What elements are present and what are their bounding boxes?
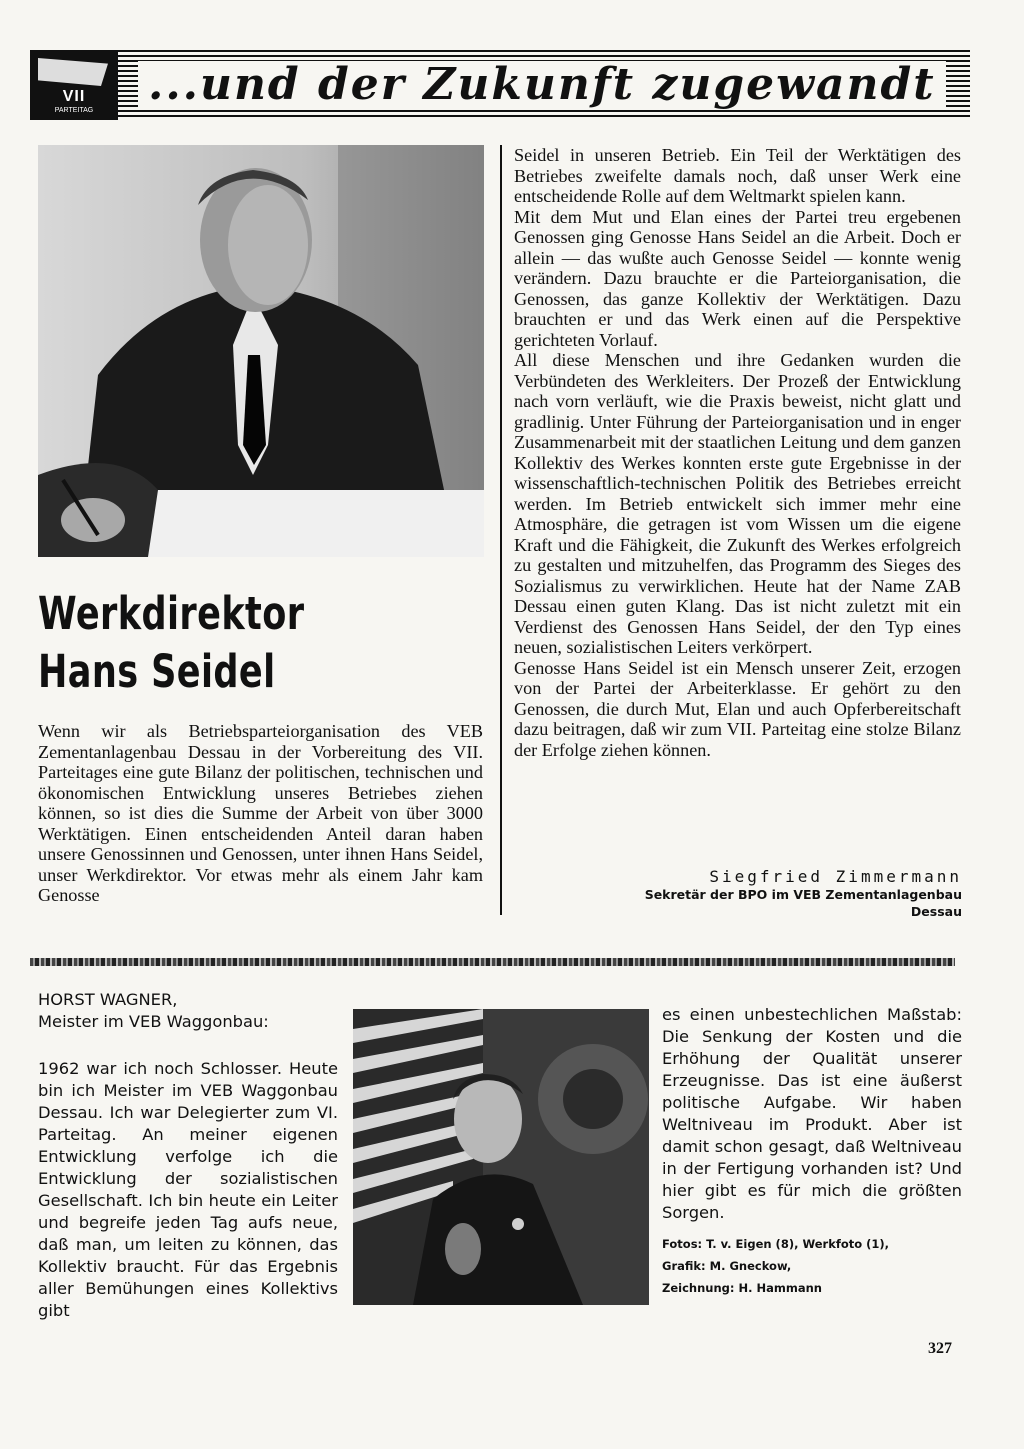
headline-line-2: Hans Seidel xyxy=(38,645,276,698)
article-paragraph: Seidel in unseren Betrieb. Ein Teil der Werktätigen des Betriebes zweifelte damals noch, daß unser Werk eine entscheidende Rolle auf dem Weltmarkt spielen kann. xyxy=(514,145,961,206)
article-paragraph: Mit dem Mut und Elan eines der Partei treu ergebenen Genossen ging Genosse Hans Seidel an die Arbeit. Doch er allein — das wußte auch Genosse Seidel — konnte wenig verändern. Dazu brauchte er die Parteiorganisation, die Genossen, das ganze Kollektiv der Werktätigen. Dazu brauchten er und das Werk einen auf die Perspektive gerichteten Vorlauf. xyxy=(514,206,961,350)
author-name: Siegfried Zimmermann xyxy=(709,867,962,886)
photo-credits xyxy=(662,1233,982,1299)
badge-roman-numeral: VII xyxy=(62,88,86,105)
flag-icon xyxy=(38,58,108,86)
header-banner xyxy=(30,50,970,120)
column-divider xyxy=(500,145,502,915)
article-paragraph: Wenn wir als Betriebsparteiorganisation des VEB Zementanlagenbau Dessau in der Vorbereitung des VII. Parteitages eine gute Bilanz der politischen, technischen und ökonomischen Entwicklung unseres Betriebes ziehen können, so ist dies die Summe der Arbeit von über 3000 Werktätigen. Einen entscheidenden Anteil daran haben unsere Genossinnen und Genossen, unter ihnen Hans Seidel, unser Werkdirektor. Vor etwas mehr als einem Jahr kam Genosse xyxy=(38,721,483,905)
interviewee-name: HORST WAGNER, xyxy=(38,990,178,1009)
badge-label: PARTEITAG xyxy=(54,107,94,114)
interview-text-left: 1962 war ich noch Schlosser. Heute bin ich Meister im VEB Waggonbau Dessau. Ich war Delegierter zum VI. Parteitag. An meiner eigenen Entwicklung verfolge ich die Entwicklung der sozialistischen Gesellschaft. Ich bin heute ein Leiter und begreife jeden Tag aufs neue, daß man, um leiten zu können, das Kollektiv braucht. Für das Ergebnis aller Bemühungen eines Kollektivs gibt xyxy=(38,1059,338,1320)
credit-line: Zeichnung: H. Hammann xyxy=(662,1281,822,1295)
headline-line-1: Werkdirektor xyxy=(38,587,305,640)
article-intro-text xyxy=(38,721,483,906)
article-signature xyxy=(645,867,962,920)
author-role-location: Dessau xyxy=(910,904,962,919)
article-headline xyxy=(38,585,397,701)
credit-line: Grafik: M. Gneckow, xyxy=(662,1259,792,1273)
credit-line: Fotos: T. v. Eigen (8), Werkfoto (1), xyxy=(662,1237,890,1251)
page-number: 327 xyxy=(928,1340,952,1357)
party-congress-badge xyxy=(30,50,118,120)
section-separator xyxy=(30,958,955,966)
photo-horst-wagner xyxy=(353,1009,649,1305)
article-continued-text xyxy=(514,145,961,760)
interview-text-right: es einen unbestechlichen Maßstab: Die Senkung der Kosten und die Erhöhung der Qualität unserer Erzeugnisse. Das ist eine äußerst politische Aufgabe. Wir haben Weltniveau im Produkt. Aber ist damit schon gesagt, daß Weltniveau in der Fertigung vorhanden ist? Und hier gibt es für mich die größten Sorgen. xyxy=(662,1005,962,1222)
interviewee-heading xyxy=(38,989,338,1033)
article-paragraph: Genosse Hans Seidel ist ein Mensch unserer Zeit, erzogen von der Partei der Arbeiterklasse. Er gehört zu den Genossen, die durch Mut, Elan und auch Opferbereitschaft dazu beitragen, daß wir zum VII. Parteitag eine stolze Bilanz der Erfolge ziehen können. xyxy=(514,657,961,760)
article-paragraph: All diese Menschen und ihre Gedanken wurden die Verbündeten des Werkleiters. Der Prozeß der Entwicklung nach vorn verläuft, wie die Praxis beweist, nicht glatt und gradlinig. Unter Führung der Parteiorganisation und in enger Zusammenarbeit mit der staatlichen Leitung und dem ganzen Kollektiv des Werkes konnten erste gute Ergebnisse in der wissenschaftlich-technischen Politik des Betriebes erreicht werden. Im Betrieb entwickelt sich immer mehr eine Atmosphäre, die getragen ist vom Wissen um die eigene Kraft und die Fähigkeit, die Zukunft des Werkes erfolgreich zu gestalten und mitzuhelfen, das Programm des Sieges des Sozialismus zu verwirklichen. Heute hat der Name ZAB Dessau einen guten Klang. Das ist nicht zuletzt mit ein Verdienst des Genossen Hans Seidel, der den Typ eines neuen, sozialistischen Leiters verkörpert. xyxy=(514,350,961,657)
author-role: Sekretär der BPO im VEB Zementanlagenbau xyxy=(644,887,962,902)
interviewee-role: Meister im VEB Waggonbau: xyxy=(38,1012,269,1031)
banner-title: ...und der Zukunft zugewandt xyxy=(138,61,946,109)
portrait-photo-hans-seidel xyxy=(38,145,484,557)
